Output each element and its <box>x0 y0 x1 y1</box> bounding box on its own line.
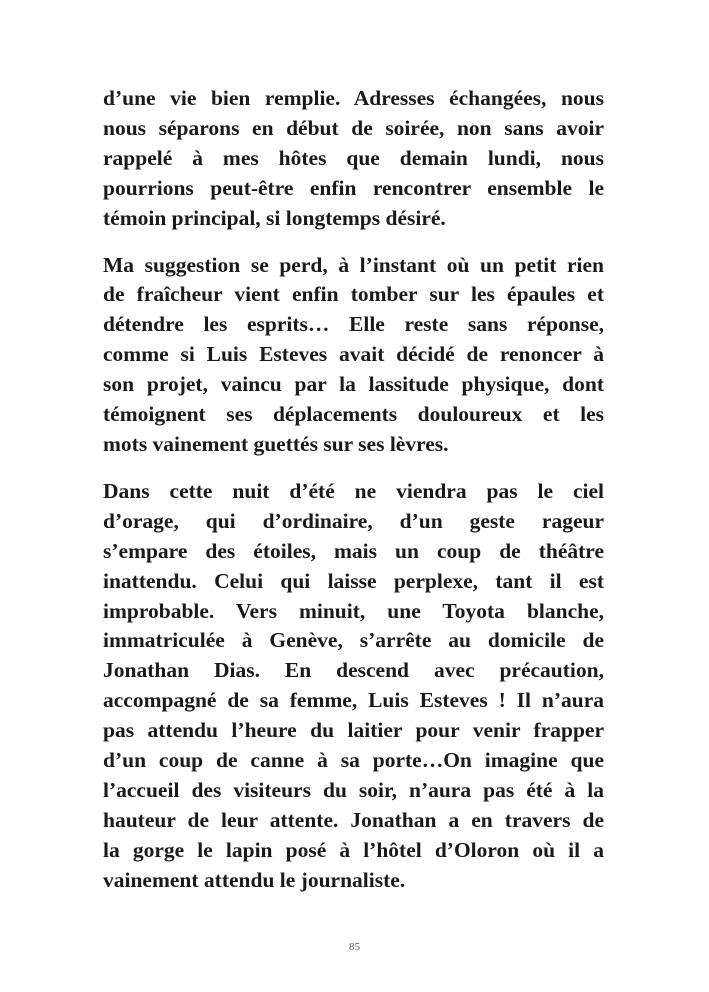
text-line: Jonathan Dias. En descend avec précaution, <box>103 658 604 683</box>
text-line: d’orage, qui d’ordinaire, d’un geste rageur <box>103 508 604 533</box>
text-line: détendre les esprits… Elle reste sans réponse, <box>103 312 604 337</box>
text-line: immatriculée à Genève, s’arrête au domicile de <box>103 628 604 653</box>
page-body <box>103 84 604 913</box>
text-line: la gorge le lapin posé à l’hôtel d’Oloron où il a <box>103 837 604 862</box>
text-line: hauteur de leur attente. Jonathan a en travers de <box>103 807 604 832</box>
text-line: Dans cette nuit d’été ne viendra pas le ciel <box>103 478 604 503</box>
text-line: Ma suggestion se perd, à l’instant où un petit rien <box>103 252 604 277</box>
text-line: comme si Luis Esteves avait décidé de renoncer à <box>103 342 604 367</box>
page-number: 85 <box>349 941 360 953</box>
text-line: témoignent ses déplacements douloureux et les <box>103 402 604 427</box>
text-line: l’accueil des visiteurs du soir, n’aura pas été à la <box>103 777 604 802</box>
text-line: improbable. Vers minuit, une Toyota blanche, <box>103 598 604 623</box>
text-line: témoin principal, si longtemps désiré. <box>103 205 446 230</box>
text-line: s’empare des étoiles, mais un coup de théâtre <box>103 538 604 563</box>
text-line: rappelé à mes hôtes que demain lundi, nous <box>103 145 604 170</box>
text-line: inattendu. Celui qui laisse perplexe, tant il est <box>103 568 604 593</box>
text-line: de fraîcheur vient enfin tomber sur les épaules et <box>103 282 604 307</box>
paragraph-2 <box>103 251 604 460</box>
text-line: son projet, vaincu par la lassitude physique, dont <box>103 372 604 397</box>
text-line: d’un coup de canne à sa porte…On imagine que <box>103 748 604 773</box>
text-line: accompagné de sa femme, Luis Esteves ! Il n’aura <box>103 688 604 713</box>
text-line: d’une vie bien remplie. Adresses échangées, nous <box>103 86 604 110</box>
paragraph-1 <box>103 84 604 234</box>
text-line: pourrions peut-être enfin rencontrer ensemble le <box>103 175 604 200</box>
text-line: mots vainement guettés sur ses lèvres. <box>103 431 449 456</box>
text-line: pas attendu l’heure du laitier pour venir frapper <box>103 718 604 743</box>
text-line: nous séparons en début de soirée, non sans avoir <box>103 115 604 140</box>
text-line: vainement attendu le journaliste. <box>103 867 406 892</box>
paragraph-3 <box>103 477 604 896</box>
